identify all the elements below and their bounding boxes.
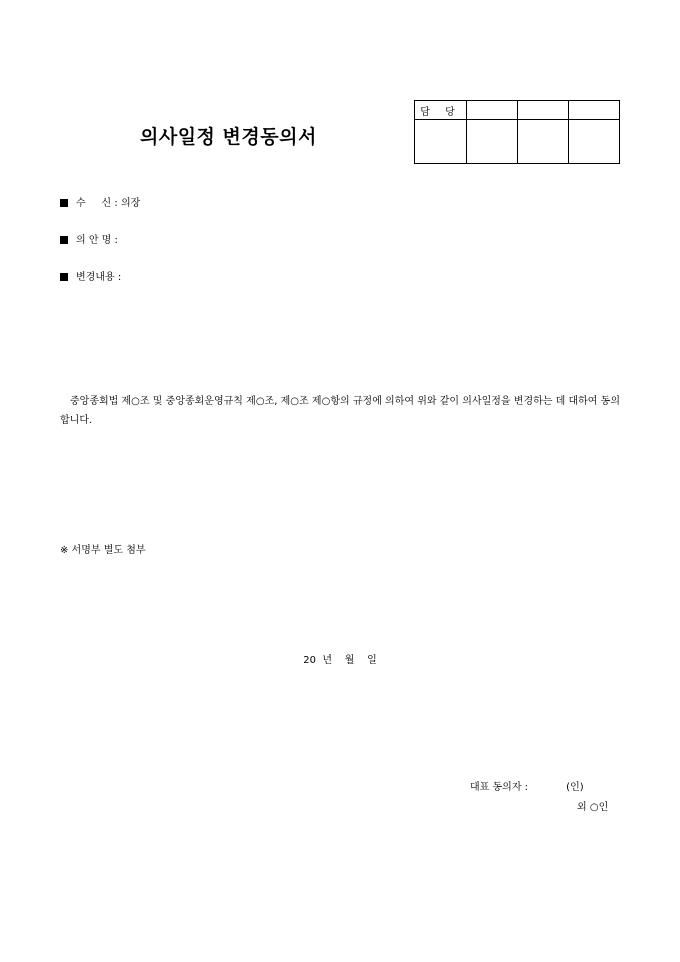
approval-header-cell bbox=[569, 101, 620, 120]
date-line: 20 년 월 일 bbox=[303, 655, 377, 666]
approval-table bbox=[414, 100, 620, 164]
approval-sign-cell bbox=[467, 120, 518, 164]
approval-sign-cell bbox=[415, 120, 467, 164]
field-agenda-text: 의 안 명 : bbox=[76, 235, 118, 246]
field-change-text: 변경내용 : bbox=[76, 272, 122, 283]
field-change bbox=[60, 268, 121, 283]
field-recipient bbox=[60, 194, 140, 209]
other-signers-line: 외 ○인 bbox=[577, 802, 609, 813]
field-recipient-text: 수 신 : 의장 bbox=[76, 198, 141, 209]
approval-label: 담 당 bbox=[415, 101, 467, 120]
square-bullet-icon bbox=[60, 199, 68, 207]
consent-body-text: 중앙종회법 제○조 및 중앙종회운영규칙 제○조, 제○조 제○항의 규정에 의하여 위와 같이 의사일정을 변경하는 데 대하여 동의합니다. bbox=[60, 396, 620, 426]
square-bullet-icon bbox=[60, 236, 68, 244]
document-title: 의사일정 변경동의서 bbox=[140, 126, 317, 148]
field-agenda bbox=[60, 231, 118, 246]
approval-header-cell bbox=[467, 101, 518, 120]
attachment-note: ※ 서명부 별도 첨부 bbox=[60, 545, 146, 556]
representative-signature-line: 대표 동의자 : (인) bbox=[470, 782, 584, 793]
approval-sign-cell bbox=[569, 120, 620, 164]
approval-sign-cell bbox=[518, 120, 569, 164]
square-bullet-icon bbox=[60, 273, 68, 281]
approval-header-cell bbox=[518, 101, 569, 120]
